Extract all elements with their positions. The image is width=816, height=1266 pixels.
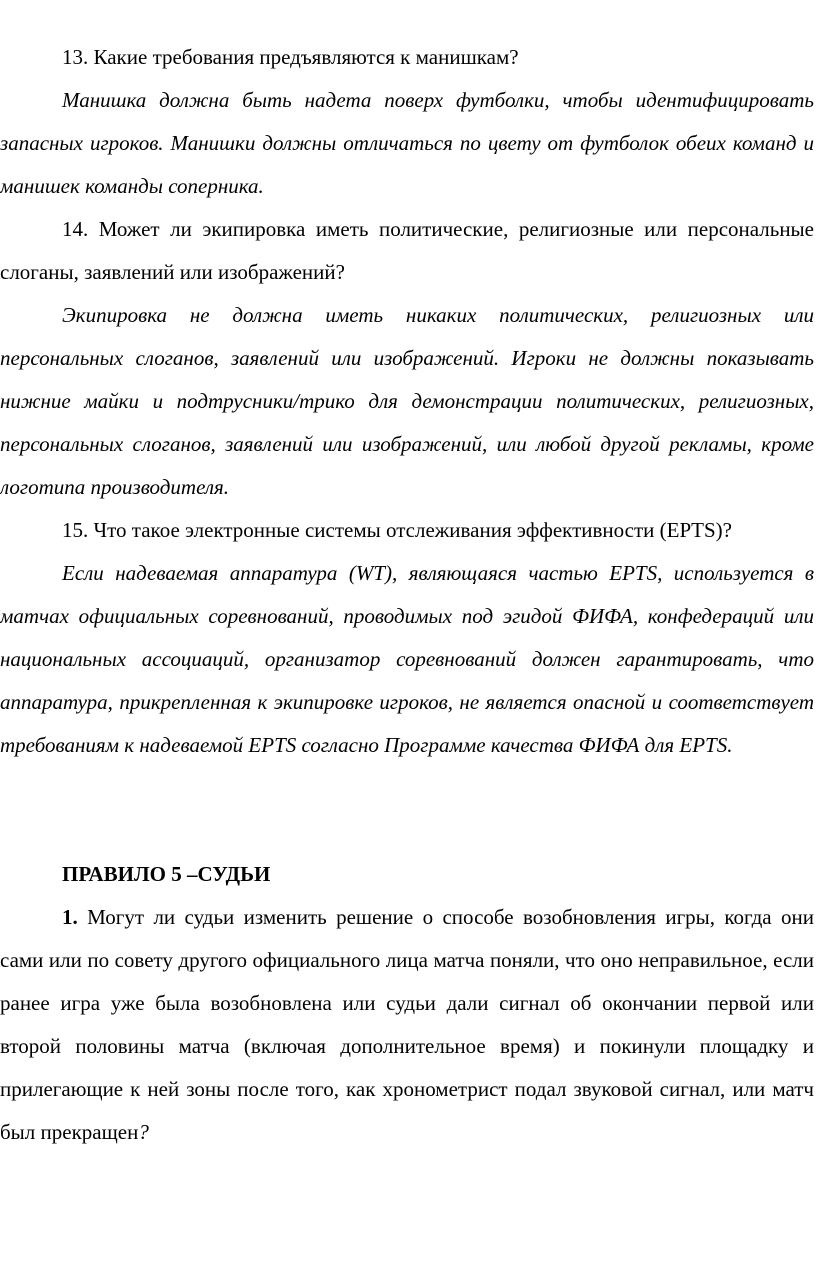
- question-15: 15. Что такое электронные системы отслеживания эффективности (EPTS)?: [62, 518, 732, 542]
- question-1-number: 1.: [62, 905, 78, 929]
- section-spacer: [0, 767, 814, 853]
- question-1: [0, 896, 814, 1154]
- section-heading: ПРАВИЛО 5 –СУДЬИ: [62, 862, 271, 886]
- answer-13: Манишка должна быть надета поверх футболки, чтобы идентифицировать запасных игроков. Манишки должны отличаться по цвету от футболок обеих команд и манишек команды соперника.: [0, 88, 814, 198]
- question-1-mark: ?: [138, 1120, 149, 1144]
- answer-14: Экипировка не должна иметь никаких политических, религиозных или персональных слоганов, заявлений или изображений. Игроки не должны показывать нижние майки и подтрусники/трико для демонстрации политических, религиозных, персональных слоганов, заявлений или изображений, или любой другой рекламы, кроме логотипа производителя.: [0, 303, 814, 499]
- answer-15: Если надеваемая аппаратура (WT), являющаяся частью EPTS, используется в матчах официальных соревнований, проводимых под эгидой ФИФА, конфедераций или национальных ассоциаций, организатор соревнований должен гарантировать, что аппаратура, прикрепленная к экипировке игроков, не является опасной и соответствует требованиям к надеваемой EPTS согласно Программе качества ФИФА для EPTS.: [0, 561, 814, 757]
- question-13: 13. Какие требования предъявляются к манишкам?: [62, 45, 519, 69]
- question-1-text: Могут ли судьи изменить решение о способе возобновления игры, когда они сами или по совету другого официального лица матча поняли, что оно неправильное, если ранее игра уже была возобновлена или судьи дали сигнал об окончании первой или второй половины матча (включая дополнительное время) и покинули площадку и прилегающие к ней зоны после того, как хронометрист подал звуковой сигнал, или матч был прекращен: [0, 905, 814, 1144]
- question-14: 14. Может ли экипировка иметь политические, религиозные или персональные слоганы, заявлений или изображений?: [0, 217, 814, 284]
